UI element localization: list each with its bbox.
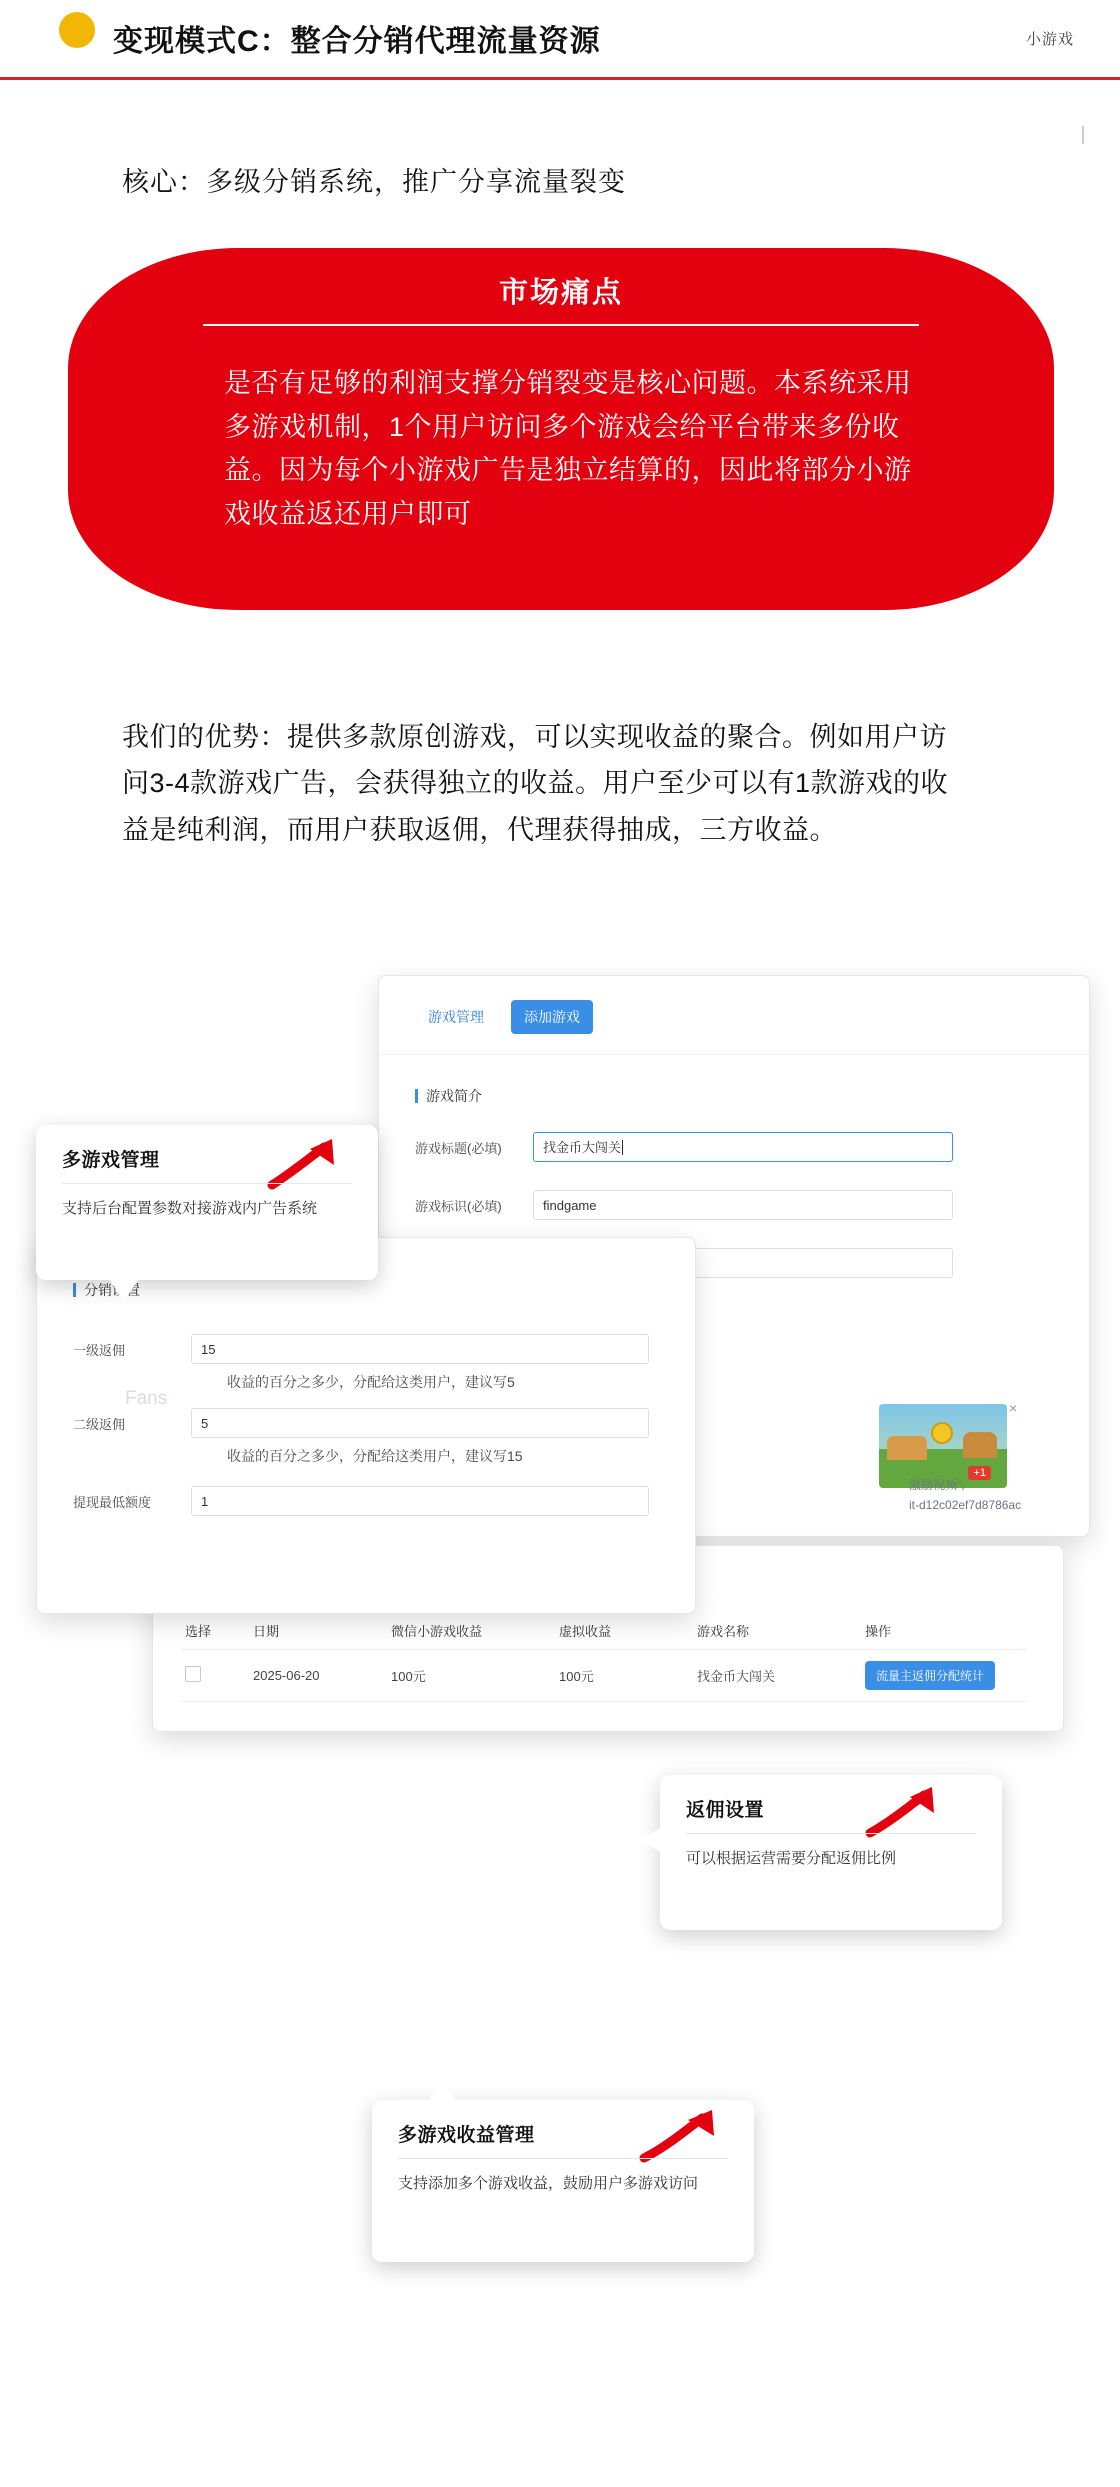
callout-1-body: 支持后台配置参数对接游戏内广告系统: [62, 1200, 318, 1217]
intro-line: 核心：多级分销系统，推广分享流量裂变: [122, 167, 626, 197]
row-select-cell: [181, 1650, 249, 1702]
page-header: [0, 0, 1120, 78]
header-badge: 小游戏: [1025, 31, 1074, 48]
traffic-rebate-stats-button[interactable]: 流量主返佣分配统计: [865, 1661, 995, 1690]
panel-tabs: [415, 1000, 593, 1034]
callout-2-title: 返佣设置: [686, 1800, 765, 1821]
col-select: 选择: [181, 1612, 249, 1650]
text-caret: [622, 1140, 623, 1155]
page-title: 变现模式C：整合分销代理流量资源: [113, 25, 601, 58]
col-wechat-income: 微信小游戏收益: [387, 1612, 555, 1650]
row-checkbox[interactable]: [185, 1666, 201, 1682]
form-row-level2-rebate: [73, 1408, 649, 1438]
callout-multi-game-management: [36, 1125, 378, 1280]
col-action: 操作: [861, 1612, 1027, 1650]
label-level1-rebate: 一级返佣: [73, 1342, 126, 1358]
input-level1-rebate[interactable]: 15: [191, 1334, 649, 1364]
label-level2-rebate: 二级返佣: [73, 1416, 126, 1432]
ghost-watermark: Fans: [125, 1388, 168, 1409]
thumb-hill-left: [887, 1436, 927, 1460]
callout-rebate-settings: [660, 1775, 1002, 1930]
input-game-title[interactable]: 找金币大闯关: [533, 1132, 953, 1162]
label-min-withdraw: 提现最低额度: [73, 1494, 152, 1510]
callout-1-tail: [110, 1280, 138, 1302]
callout-3-tail: [428, 2080, 456, 2102]
input-min-withdraw[interactable]: 1: [191, 1486, 649, 1516]
callout-2-body: 可以根据运营需要分配返佣比例: [686, 1850, 897, 1867]
header-dot-icon: [59, 12, 95, 48]
col-game-name: 游戏名称: [693, 1612, 861, 1650]
callout-1-divider: [62, 1183, 352, 1184]
hint-level1-rebate: 收益的百分之多少，分配给这类用户，建议写5: [227, 1374, 515, 1390]
arrow-icon: [634, 2106, 726, 2166]
row-game-name: 找金币大闯关: [693, 1650, 861, 1702]
form-row-min-withdraw: [73, 1486, 649, 1516]
callout-3-title: 多游戏收益管理: [398, 2125, 535, 2146]
distribution-section-title: 分销设置: [84, 1282, 140, 1298]
callout-1-title: 多游戏管理: [62, 1150, 160, 1171]
pain-point-title: 市场痛点: [498, 277, 623, 309]
input-game-id[interactable]: findgame: [533, 1190, 953, 1220]
col-virtual-income: 虚拟收益: [555, 1612, 693, 1650]
row-virtual-income: 100元: [555, 1650, 693, 1702]
form-row-game-id: [415, 1190, 953, 1220]
remove-thumbnail-icon[interactable]: ×: [1009, 1400, 1018, 1416]
label-game-id: 游戏标识(必填): [415, 1198, 502, 1214]
pain-point-body: 是否有足够的利润支撑分销裂变是核心问题。本系统采用多游戏机制，1个用户访问多个游戏会给平台带来多份收益。因为每个小游戏广告是独立结算的，因此将部分小游戏收益返还用户即可: [224, 368, 912, 530]
table-row: [181, 1650, 1027, 1702]
input-level2-rebate[interactable]: 5: [191, 1408, 649, 1438]
pain-point-card: [68, 248, 1054, 610]
header-divider: [0, 77, 1120, 80]
form-row-level1-rebate: [73, 1334, 649, 1364]
callout-3-body: 支持添加多个游戏收益，鼓励用户多游戏访问: [398, 2175, 699, 2192]
table-header-row: [181, 1612, 1027, 1650]
callout-3-divider: [398, 2158, 728, 2159]
row-wechat-income: 100元: [387, 1650, 555, 1702]
section-bar-icon: [415, 1089, 418, 1103]
code-fragment-2: it-d12c02ef7d8786ac: [909, 1498, 1022, 1512]
thumb-badge: +1: [968, 1466, 991, 1480]
callout-2-divider: [686, 1833, 976, 1834]
tab-game-management[interactable]: 游戏管理: [428, 1009, 484, 1025]
col-date: 日期: [249, 1612, 387, 1650]
pain-point-underline: [203, 324, 919, 326]
callout-multi-game-earnings: [372, 2100, 754, 2262]
label-game-title: 游戏标题(必填): [415, 1140, 502, 1156]
panel-a-divider: [379, 1054, 1089, 1055]
form-row-game-title: [415, 1132, 953, 1162]
hint-level2-rebate: 收益的百分之多少，分配给这类用户，建议写15: [227, 1448, 523, 1464]
code-fragment-1: 激励视频",: [909, 1478, 965, 1492]
game-intro-section-heading: [415, 1086, 482, 1106]
section-bar-icon: [73, 1283, 76, 1297]
advantage-paragraph: 我们的优势：提供多款原创游戏，可以实现收益的聚合。例如用户访问3-4款游戏广告，会获得独立的收益。用户至少可以有1款游戏的收益是纯利润，而用户获取返佣，代理获得抽成，三方收益。: [122, 722, 949, 845]
earnings-table: [181, 1612, 1027, 1702]
row-action-cell: [861, 1650, 1027, 1702]
tab-add-game[interactable]: 添加游戏: [511, 1000, 593, 1034]
game-intro-section-title: 游戏简介: [426, 1088, 482, 1104]
thumb-coin-icon: [931, 1422, 953, 1444]
page-edge-tick: [1082, 126, 1084, 144]
callout-2-tail: [640, 1827, 662, 1853]
thumb-hill-right: [963, 1432, 997, 1458]
row-date: 2025-06-20: [249, 1650, 387, 1702]
